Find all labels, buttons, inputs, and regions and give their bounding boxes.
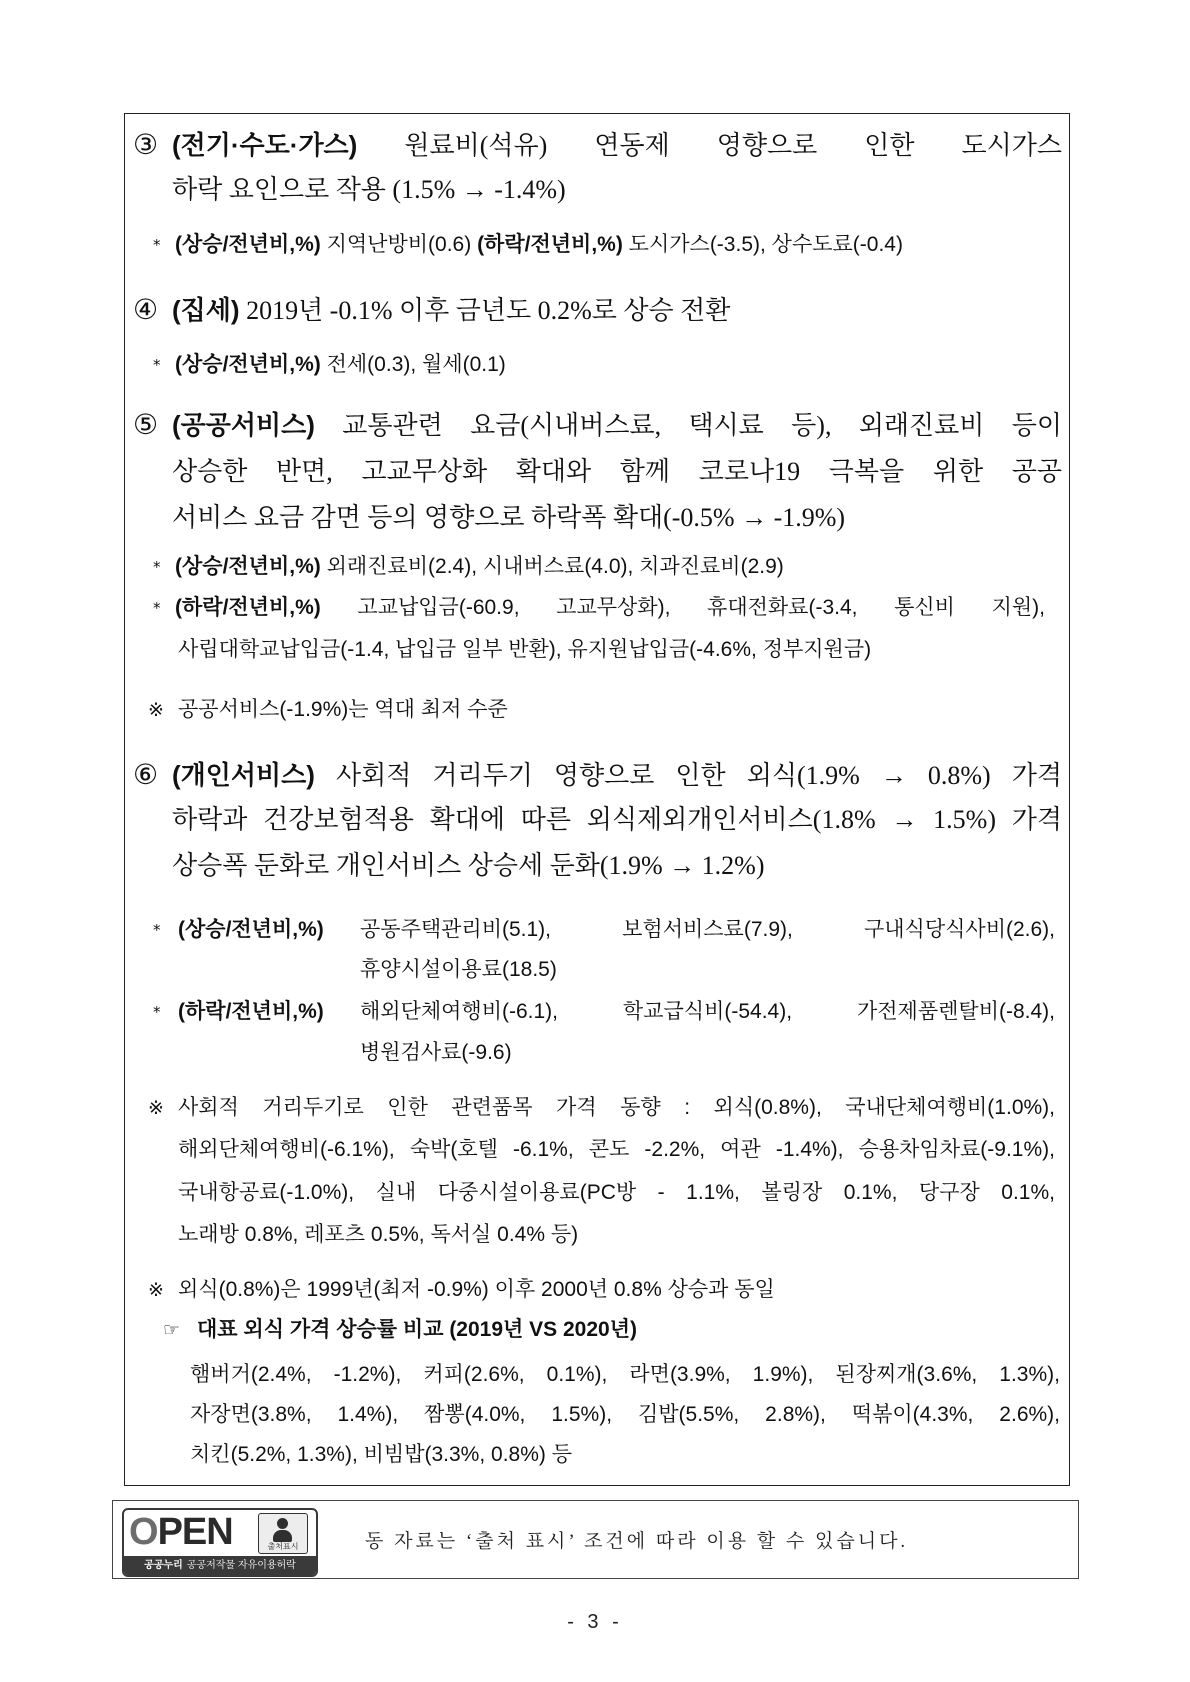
section-6-line-3: 상승폭 둔화로 개인서비스 상승세 둔화(1.9% → 1.2%) bbox=[172, 851, 765, 880]
section-5-line-2: 상승한 반면, 고교무상화 확대와 함께 코로나19 극복을 위한 공공 bbox=[172, 457, 1062, 486]
section-3-detail bbox=[175, 230, 1060, 260]
rise-label: (상승/전년비,%) bbox=[175, 353, 321, 376]
page-number: - 3 - bbox=[567, 1611, 623, 1633]
rise-items: 공동주택관리비(5.1), 보험서비스료(7.9), 구내식당식사비(2.6), bbox=[360, 918, 1055, 941]
comparison-title: 대표 외식 가격 상승률 비교 (2019년 VS 2020년) bbox=[197, 1318, 637, 1341]
comparison-line-3: 치킨(5.2%, 1.3%), 비빔밥(3.3%, 0.8%) 등 bbox=[190, 1443, 572, 1466]
bullet-icon: * bbox=[153, 236, 161, 254]
section-5-line-1 bbox=[172, 407, 1062, 443]
attribution-caption: 출처표시 bbox=[267, 1542, 299, 1551]
bullet-icon: * bbox=[153, 1003, 161, 1021]
rise-label: (상승/전년비,%) bbox=[175, 555, 321, 578]
section-6-line-1 bbox=[172, 757, 1062, 793]
section-3-marker: ③ bbox=[133, 128, 159, 161]
section-5-note: 공공서비스(-1.9%)는 역대 최저 수준 bbox=[178, 698, 508, 721]
section-6-rise bbox=[178, 915, 1055, 945]
bullet-icon: * bbox=[153, 558, 161, 576]
distancing-note-line-2: 해외단체여행비(-6.1%), 숙박(호텔 -6.1%, 콘도 -2.2%, 여관 -1.4%), 승용차임차료(-9.1%), bbox=[178, 1138, 1055, 1161]
rise-label: (상승/전년비,%) bbox=[178, 918, 324, 941]
section-5-fall bbox=[175, 593, 1045, 623]
section-6-fall-cont: 병원검사료(-9.6) bbox=[360, 1041, 512, 1064]
person-body bbox=[273, 1530, 292, 1542]
fall-items: 도시가스(-3.5), 상수도료(-0.4) bbox=[628, 233, 903, 256]
section-6-title: (개인서비스) bbox=[172, 760, 315, 790]
logo-band-brand: 공공누리 bbox=[144, 1560, 183, 1571]
section-5-fall-cont: 사립대학교납입금(-1.4, 납입금 일부 반환), 유지원납입금(-4.6%, 정부지원금) bbox=[178, 638, 872, 661]
section-6-rise-cont: 휴양시설이용료(18.5) bbox=[360, 958, 557, 981]
person-head bbox=[277, 1518, 288, 1529]
comparison-line-2: 자장면(3.8%, 1.4%), 짬뽕(4.0%, 1.5%), 김밥(5.5%, 2.8%), 떡볶이(4.3%, 2.6%), bbox=[190, 1403, 1060, 1426]
rise-items: 외래진료비(2.4), 시내버스료(4.0), 치과진료비(2.9) bbox=[326, 555, 784, 578]
section-6-fall bbox=[178, 997, 1055, 1027]
section-4-text: 2019년 -0.1% 이후 금년도 0.2%로 상승 전환 bbox=[246, 296, 731, 325]
reference-mark-icon: ※ bbox=[148, 1097, 164, 1119]
distancing-note-line-1: 사회적 거리두기로 인한 관련품목 가격 동향 : 외식(0.8%), 국내단체여행비(1.0%), bbox=[178, 1096, 1055, 1119]
comparison-line-1: 햄버거(2.4%, -1.2%), 커피(2.6%, 0.1%), 라면(3.9%, 1.9%), 된장찌개(3.6%, 1.3%), bbox=[190, 1363, 1060, 1386]
section-4-detail bbox=[175, 350, 1060, 380]
section-5-marker: ⑤ bbox=[133, 408, 159, 441]
section-3-line-2: 하락 요인으로 작용 (1.5% → -1.4%) bbox=[172, 175, 566, 204]
rise-label: (상승/전년비,%) bbox=[175, 233, 321, 256]
reference-mark-icon: ※ bbox=[148, 1279, 164, 1301]
open-logo-wordmark: OPEN bbox=[129, 1511, 233, 1553]
distancing-note-line-4: 노래방 0.8%, 레포츠 0.5%, 독서실 0.4% 등) bbox=[178, 1223, 579, 1246]
reference-mark-icon: ※ bbox=[148, 699, 164, 721]
section-5-rise bbox=[175, 552, 1060, 582]
bullet-icon: * bbox=[153, 921, 161, 939]
section-3-text: 원료비(석유) 연동제 영향으로 인한 도시가스 bbox=[404, 131, 1062, 160]
open-license-logo bbox=[122, 1508, 318, 1577]
fall-label: (하락/전년비,%) bbox=[477, 233, 623, 256]
section-6-line-2: 하락과 건강보험적용 확대에 따른 외식제외개인서비스(1.8% → 1.5%) 가격 bbox=[172, 805, 1062, 834]
section-4-marker: ④ bbox=[133, 293, 159, 326]
logo-band-text: 공공저작물 자유이용허락 bbox=[186, 1560, 296, 1571]
fall-label: (하락/전년비,%) bbox=[178, 1000, 324, 1023]
pointing-hand-icon: ☞ bbox=[163, 1319, 181, 1341]
section-3-title: (전기·수도·가스) bbox=[172, 130, 358, 160]
section-5-text: 교통관련 요금(시내버스료, 택시료 등), 외래진료비 등이 bbox=[342, 411, 1062, 440]
bullet-icon: * bbox=[153, 599, 161, 617]
distancing-note-line-3: 국내항공료(-1.0%), 실내 다중시설이용료(PC방 - 1.1%, 볼링장 0.1%, 당구장 0.1%, bbox=[178, 1181, 1055, 1204]
fall-items: 해외단체여행비(-6.1), 학교급식비(-54.4), 가전제품렌탈비(-8.4), bbox=[360, 1000, 1055, 1023]
fall-label: (하락/전년비,%) bbox=[175, 596, 321, 619]
section-5-title: (공공서비스) bbox=[172, 410, 315, 440]
section-6-marker: ⑥ bbox=[133, 758, 159, 791]
dining-note: 외식(0.8%)은 1999년(최저 -0.9%) 이후 2000년 0.8% 상승과 동일 bbox=[178, 1278, 775, 1301]
rise-items: 지역난방비(0.6) bbox=[326, 233, 472, 256]
section-3-line-1 bbox=[172, 127, 1062, 163]
fall-items: 고교납입금(-60.9, 고교무상화), 휴대전화료(-3.4, 통신비 지원), bbox=[357, 596, 1045, 619]
section-5-line-3: 서비스 요금 감면 등의 영향으로 하락폭 확대(-0.5% → -1.9%) bbox=[172, 503, 846, 532]
bullet-icon: * bbox=[153, 356, 161, 374]
logo-band bbox=[124, 1556, 316, 1575]
section-4-title: (집세) bbox=[172, 295, 240, 325]
rise-items: 전세(0.3), 월세(0.1) bbox=[326, 353, 506, 376]
section-4-line-1 bbox=[172, 292, 1062, 328]
license-notice: 동 자료는 ‘출처 표시’ 조건에 따라 이용 할 수 있습니다. bbox=[365, 1531, 909, 1552]
person-attribution-icon bbox=[258, 1513, 308, 1554]
section-6-text: 사회적 거리두기 영향으로 인한 외식(1.9% → 0.8%) 가격 bbox=[335, 761, 1062, 790]
